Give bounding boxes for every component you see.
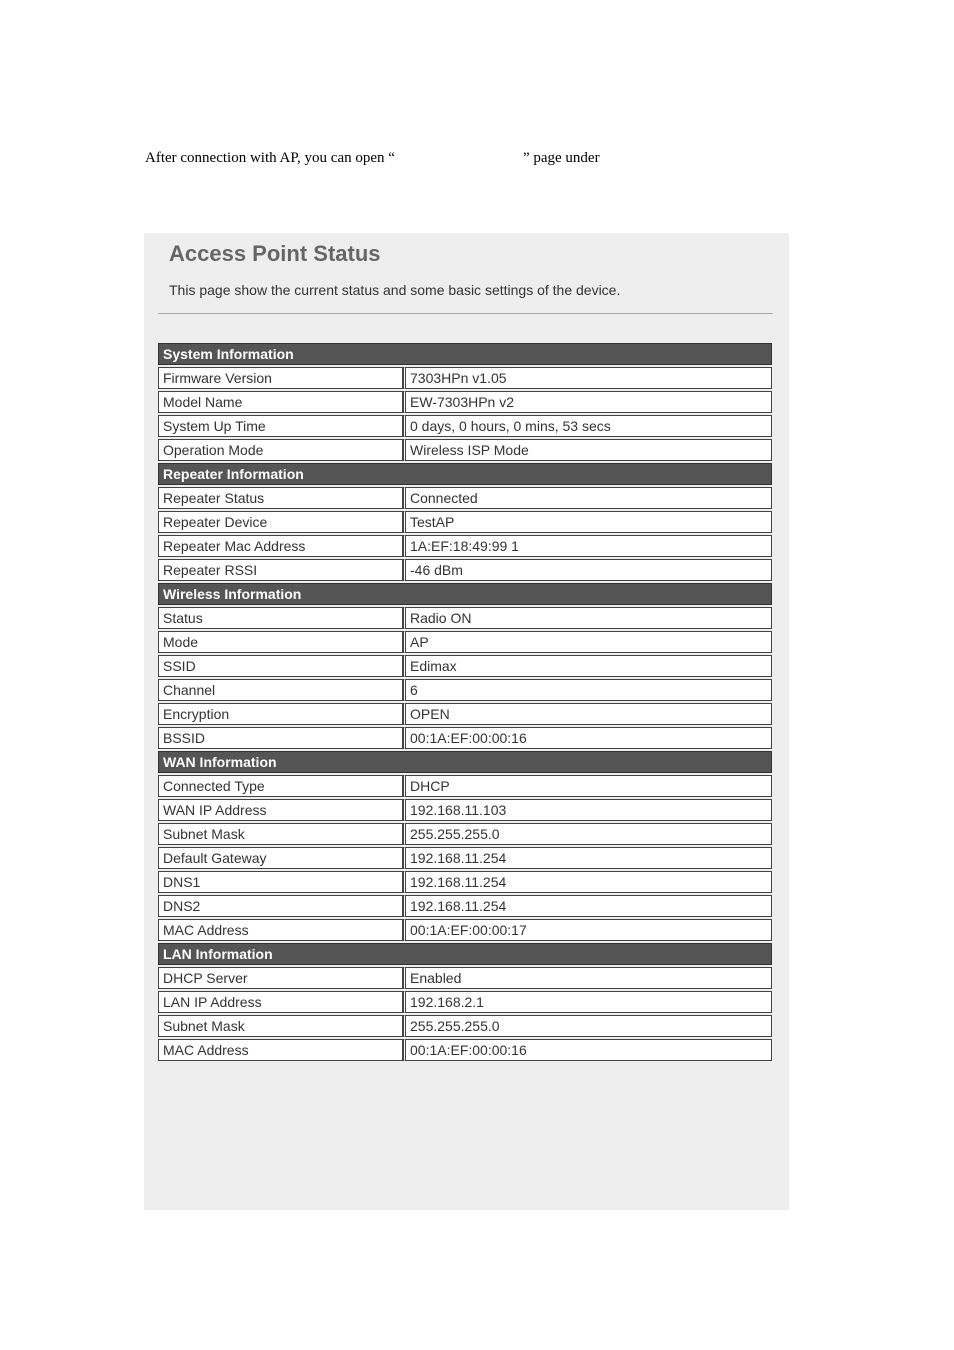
section-header-row — [158, 583, 772, 605]
row-value: EW-7303HPn v2 — [403, 391, 772, 413]
row-value: 255.255.255.0 — [403, 823, 772, 845]
table-row — [158, 559, 772, 581]
row-value: Edimax — [403, 655, 772, 677]
row-value: 255.255.255.0 — [403, 1015, 772, 1037]
row-label: Subnet Mask — [158, 823, 403, 845]
page-description: This page show the current status and some basic settings of the device. — [169, 282, 621, 298]
table-row — [158, 655, 772, 677]
row-label: Model Name — [158, 391, 403, 413]
row-value: OPEN — [403, 703, 772, 725]
intro-text-after: ” page under — [522, 150, 600, 166]
table-row — [158, 487, 772, 509]
divider — [158, 313, 773, 314]
row-value: 7303HPn v1.05 — [403, 367, 772, 389]
row-value: 6 — [403, 679, 772, 701]
row-label: Subnet Mask — [158, 1015, 403, 1037]
row-label: SSID — [158, 655, 403, 677]
row-value: 192.168.11.103 — [403, 799, 772, 821]
row-label: LAN IP Address — [158, 991, 403, 1013]
table-row — [158, 847, 772, 869]
row-value: 00:1A:EF:00:00:16 — [403, 727, 772, 749]
row-label: Mode — [158, 631, 403, 653]
page-title: Access Point Status — [169, 241, 381, 266]
table-row — [158, 367, 772, 389]
status-table-body — [158, 343, 772, 1061]
row-value: 192.168.11.254 — [403, 847, 772, 869]
row-label: Encryption — [158, 703, 403, 725]
row-label: Repeater Status — [158, 487, 403, 509]
table-row — [158, 727, 772, 749]
row-label: WAN IP Address — [158, 799, 403, 821]
table-row — [158, 415, 772, 437]
row-value: Enabled — [403, 967, 772, 989]
row-value: DHCP — [403, 775, 772, 797]
row-value: AP — [403, 631, 772, 653]
table-row — [158, 919, 772, 941]
status-table — [158, 341, 772, 1063]
row-value: 192.168.11.254 — [403, 871, 772, 893]
row-label: MAC Address — [158, 919, 403, 941]
row-label: Firmware Version — [158, 367, 403, 389]
table-row — [158, 631, 772, 653]
table-row — [158, 535, 772, 557]
row-label: Repeater Mac Address — [158, 535, 403, 557]
section-header: Wireless Information — [158, 583, 772, 605]
section-header: LAN Information — [158, 943, 772, 965]
table-row — [158, 1039, 772, 1061]
row-label: Repeater Device — [158, 511, 403, 533]
section-header-row — [158, 343, 772, 365]
row-label: Default Gateway — [158, 847, 403, 869]
row-value: 0 days, 0 hours, 0 mins, 53 secs — [403, 415, 772, 437]
section-header-row — [158, 751, 772, 773]
table-row — [158, 895, 772, 917]
access-point-status-panel — [144, 233, 789, 1210]
section-header-row — [158, 463, 772, 485]
row-value: Connected — [403, 487, 772, 509]
section-header-row — [158, 943, 772, 965]
table-row — [158, 679, 772, 701]
table-row — [158, 775, 772, 797]
table-row — [158, 511, 772, 533]
intro-text-before: After connection with AP, you can open “ — [145, 150, 395, 166]
row-label: Connected Type — [158, 775, 403, 797]
row-value: 192.168.2.1 — [403, 991, 772, 1013]
row-value: 00:1A:EF:00:00:16 — [403, 1039, 772, 1061]
row-label: Repeater RSSI — [158, 559, 403, 581]
table-row — [158, 823, 772, 845]
row-value: TestAP — [403, 511, 772, 533]
table-row — [158, 871, 772, 893]
row-label: DHCP Server — [158, 967, 403, 989]
row-value: 1A:EF:18:49:99 1 — [403, 535, 772, 557]
row-label: System Up Time — [158, 415, 403, 437]
row-label: Channel — [158, 679, 403, 701]
section-header: Repeater Information — [158, 463, 772, 485]
row-label: BSSID — [158, 727, 403, 749]
table-row — [158, 703, 772, 725]
row-value: 192.168.11.254 — [403, 895, 772, 917]
row-value: 00:1A:EF:00:00:17 — [403, 919, 772, 941]
table-row — [158, 391, 772, 413]
section-header: WAN Information — [158, 751, 772, 773]
row-value: -46 dBm — [403, 559, 772, 581]
table-row — [158, 991, 772, 1013]
row-label: MAC Address — [158, 1039, 403, 1061]
table-row — [158, 439, 772, 461]
row-label: DNS2 — [158, 895, 403, 917]
row-label: DNS1 — [158, 871, 403, 893]
row-value: Wireless ISP Mode — [403, 439, 772, 461]
section-header: System Information — [158, 343, 772, 365]
row-label: Status — [158, 607, 403, 629]
table-row — [158, 607, 772, 629]
row-value: Radio ON — [403, 607, 772, 629]
table-row — [158, 799, 772, 821]
table-row — [158, 1015, 772, 1037]
intro-paragraph — [145, 150, 600, 167]
table-row — [158, 967, 772, 989]
row-label: Operation Mode — [158, 439, 403, 461]
